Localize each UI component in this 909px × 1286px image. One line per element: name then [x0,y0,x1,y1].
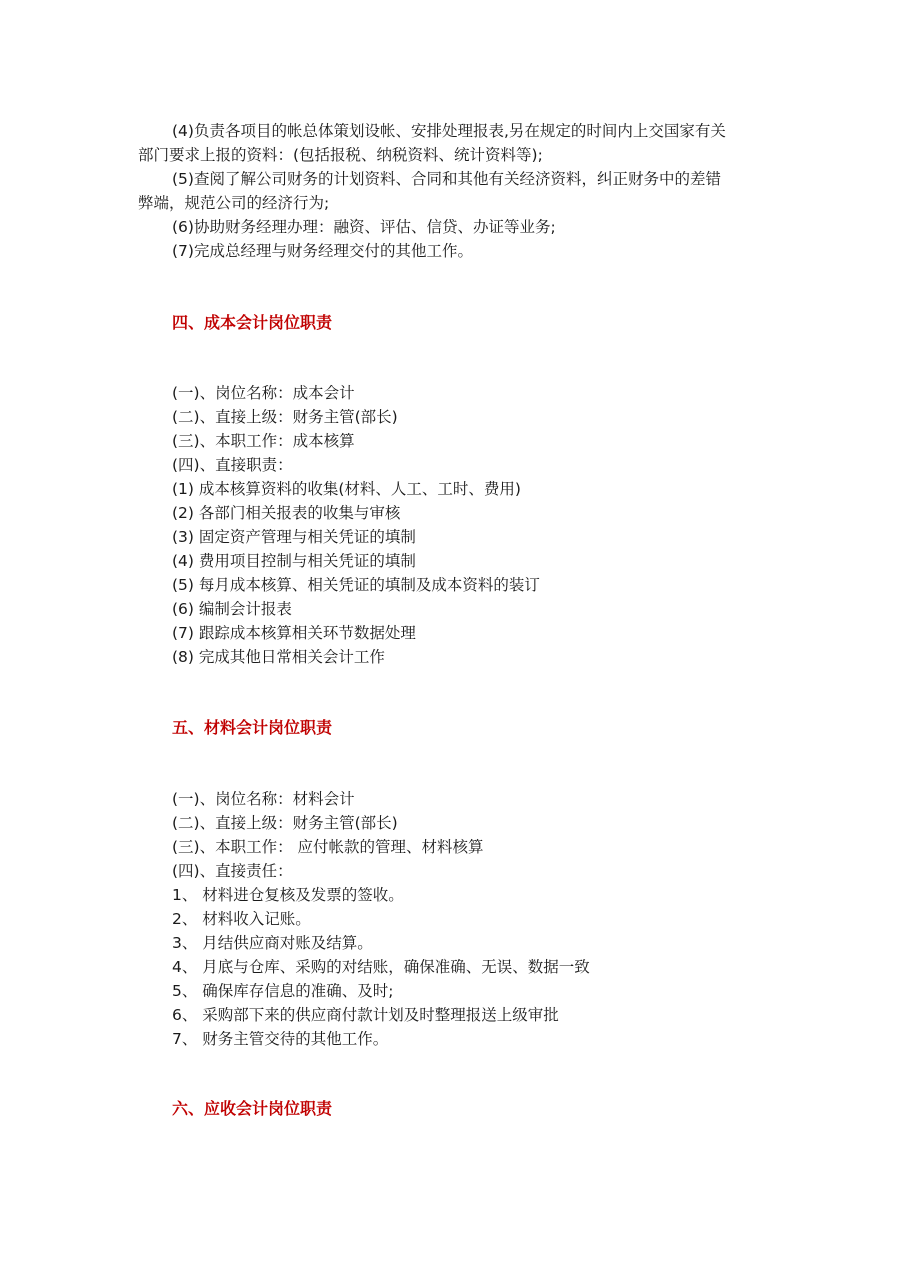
list-item: (1) 成本核算资料的收集(材料、人工、工时、费用) [172,480,521,498]
section-heading-receivables-accountant: 六、应收会计岗位职责 [172,1099,333,1118]
list-item: (5) 每月成本核算、相关凭证的填制及成本资料的装订 [172,576,540,594]
list-item: 6、 采购部下来的供应商付款计划及时整理报送上级审批 [172,1006,559,1024]
list-item: (4) 费用项目控制与相关凭证的填制 [172,552,416,570]
section-heading-cost-accountant: 四、成本会计岗位职责 [172,313,333,332]
list-item: 3、 月结供应商对账及结算。 [172,934,373,952]
list-item: (2) 各部门相关报表的收集与审核 [172,504,401,522]
list-item: (6) 编制会计报表 [172,600,292,618]
intro-line: (5)查阅了解公司财务的计划资料、合同和其他有关经济资料，纠正财务中的差错 [172,170,721,188]
list-item: (7) 跟踪成本核算相关环节数据处理 [172,624,416,642]
list-item: (一)、岗位名称：材料会计 [172,790,355,808]
list-item: (一)、岗位名称：成本会计 [172,384,355,402]
list-item: (三)、本职工作： 应付帐款的管理、材料核算 [172,838,484,856]
intro-line: (4)负责各项目的帐总体策划设帐、安排处理报表,另在规定的时间内上交国家有关 [172,122,726,140]
list-item: (3) 固定资产管理与相关凭证的填制 [172,528,416,546]
intro-line: (6)协助财务经理办理：融资、评估、信贷、办证等业务; [172,218,556,236]
list-item: 7、 财务主管交待的其他工作。 [172,1030,389,1048]
list-item: 1、 材料进仓复核及发票的签收。 [172,886,404,904]
list-item: (四)、直接责任： [172,862,293,880]
list-item: (三)、本职工作：成本核算 [172,432,355,450]
intro-line: 弊端，规范公司的经济行为; [138,194,330,212]
list-item: (四)、直接职责： [172,456,293,474]
list-item: (二)、直接上级：财务主管(部长) [172,814,398,832]
intro-line: (7)完成总经理与财务经理交付的其他工作。 [172,242,473,260]
list-item: 4、 月底与仓库、采购的对结账，确保准确、无误、数据一致 [172,958,590,976]
list-item: 5、 确保库存信息的准确、及时; [172,982,394,1000]
intro-line: 部门要求上报的资料：(包括报税、纳税资料、统计资料等); [138,146,543,164]
section-heading-material-accountant: 五、材料会计岗位职责 [172,718,333,737]
list-item: (二)、直接上级：财务主管(部长) [172,408,398,426]
list-item: (8) 完成其他日常相关会计工作 [172,648,385,666]
list-item: 2、 材料收入记账。 [172,910,311,928]
